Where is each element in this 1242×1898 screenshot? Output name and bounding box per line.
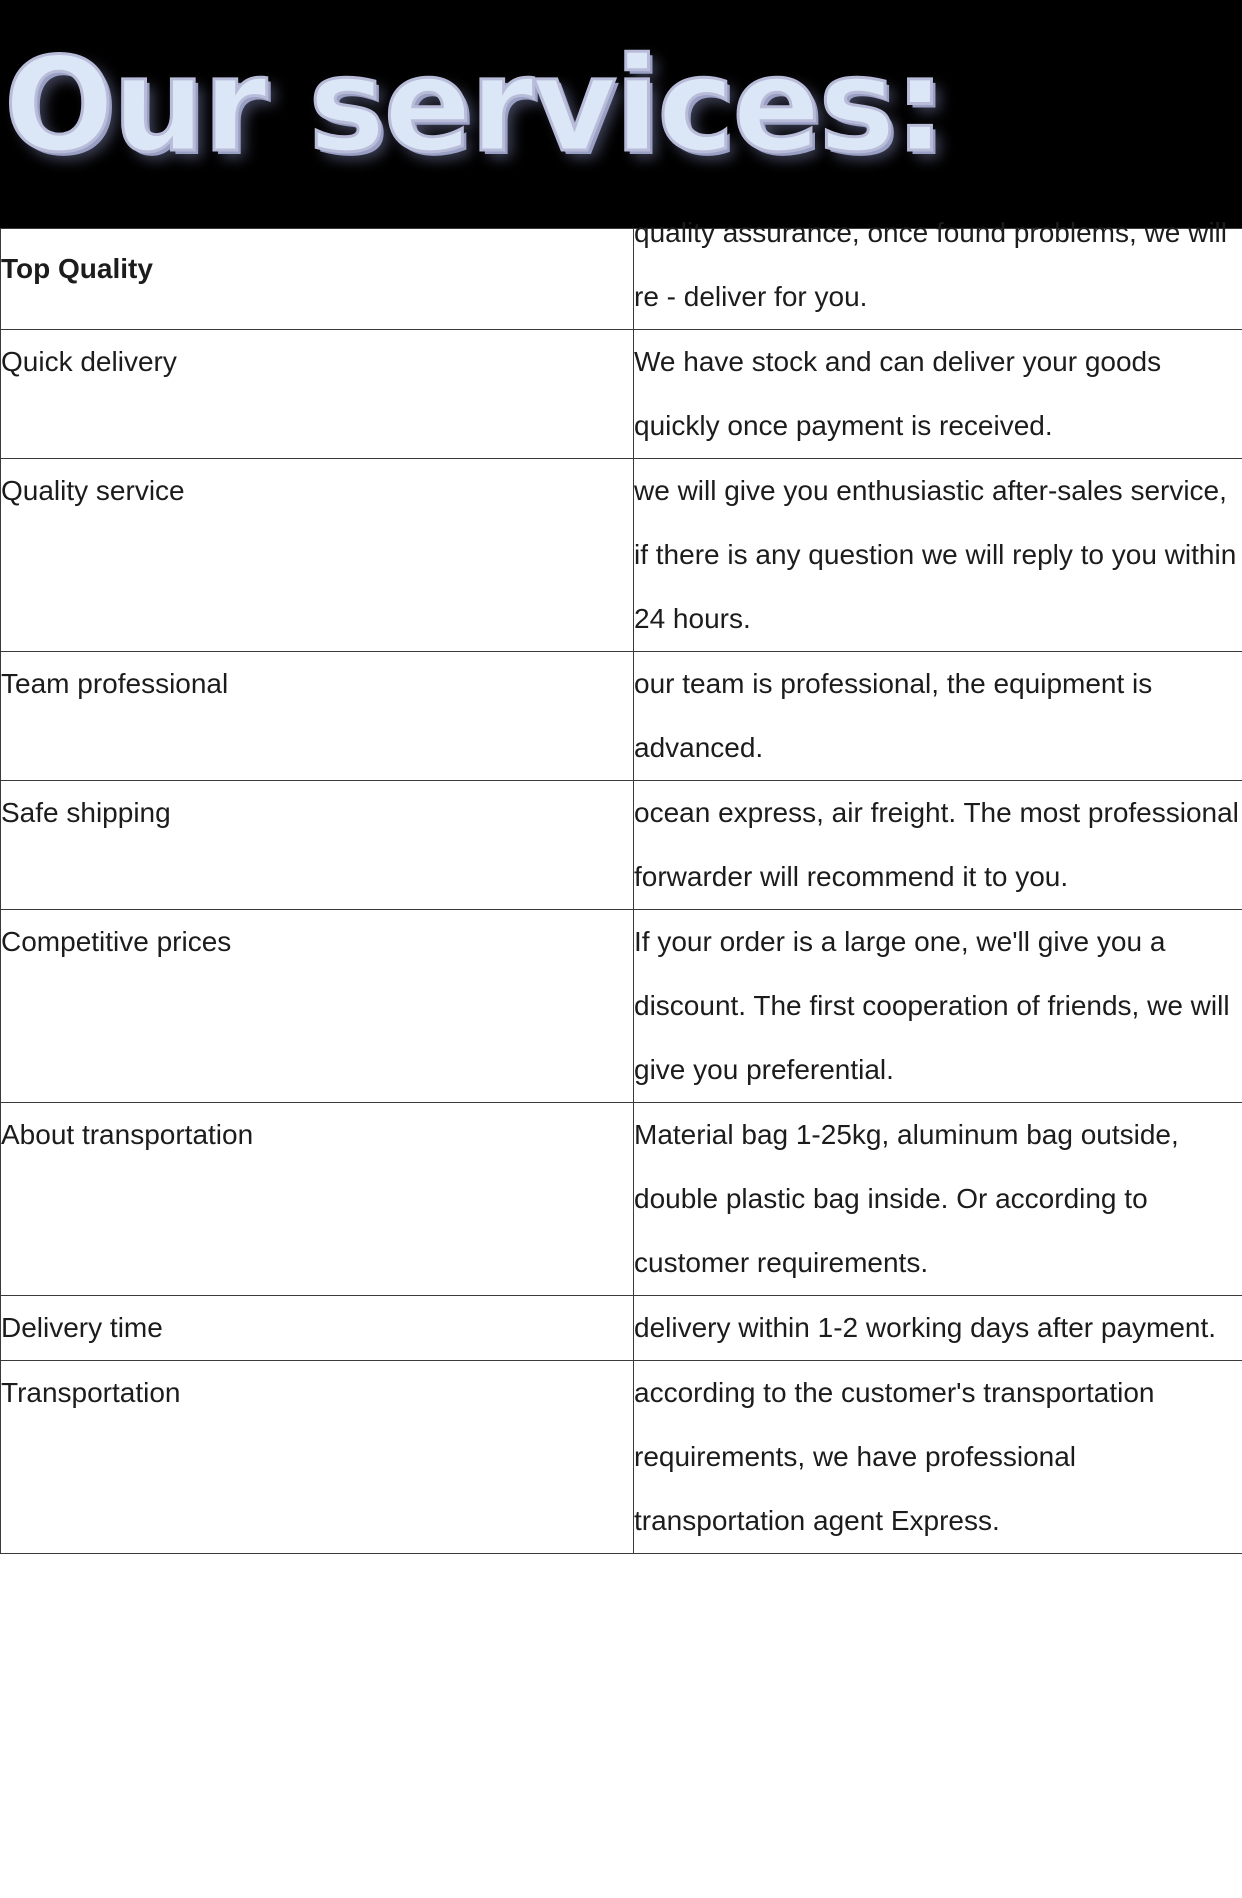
service-description [634,1296,1242,1361]
service-description [634,1103,1242,1296]
table-row [1,1296,1242,1361]
table-row [1,330,1242,459]
service-label: Competitive prices [1,910,634,1103]
service-description [634,781,1242,910]
services-table [0,217,1242,1554]
service-description [634,652,1242,781]
table-row [1,910,1242,1103]
service-label: Transportation [1,1361,634,1554]
service-description [634,330,1242,459]
service-description-text: we will give you enthusiastic after-sales service, if there is any question we will reply to you within 24 hours. [634,475,1237,634]
service-label: Team professional [1,652,634,781]
service-description [634,217,1242,330]
table-row [1,459,1242,652]
page-banner [0,0,1242,228]
service-label: Quality service [1,459,634,652]
service-label: Delivery time [1,1296,634,1361]
service-description-text: our team is professional, the equipment is advanced. [634,668,1153,763]
page-title: Our services: [4,29,944,181]
service-label: About transportation [1,1103,634,1296]
service-description-text: If your order is a large one, we'll give you a discount. The first cooperation of friends, we will give you preferential. [634,926,1230,1085]
table-row [1,1361,1242,1554]
table-row [1,652,1242,781]
service-description [634,910,1242,1103]
table-row [1,781,1242,910]
service-description-text: delivery within 1-2 working days after payment. [634,1312,1217,1343]
service-description [634,459,1242,652]
service-label: Top Quality [1,229,634,330]
services-table-wrap [0,217,1242,1554]
service-description [634,1361,1242,1554]
service-description-text: according to the customer's transportation requirements, we have professional transportation agent Express. [634,1377,1155,1536]
table-row [1,229,1242,330]
service-description-text: quality assurance, once found problems, we will re - deliver for you. [634,217,1227,312]
service-description-text: We have stock and can deliver your goods quickly once payment is received. [634,346,1162,441]
service-description-text: ocean express, air freight. The most professional forwarder will recommend it to you. [634,797,1239,892]
service-label: Quick delivery [1,330,634,459]
service-description-text: Material bag 1-25kg, aluminum bag outside, double plastic bag inside. Or according to customer requirements. [634,1119,1179,1278]
service-label: Safe shipping [1,781,634,910]
table-row [1,1103,1242,1296]
